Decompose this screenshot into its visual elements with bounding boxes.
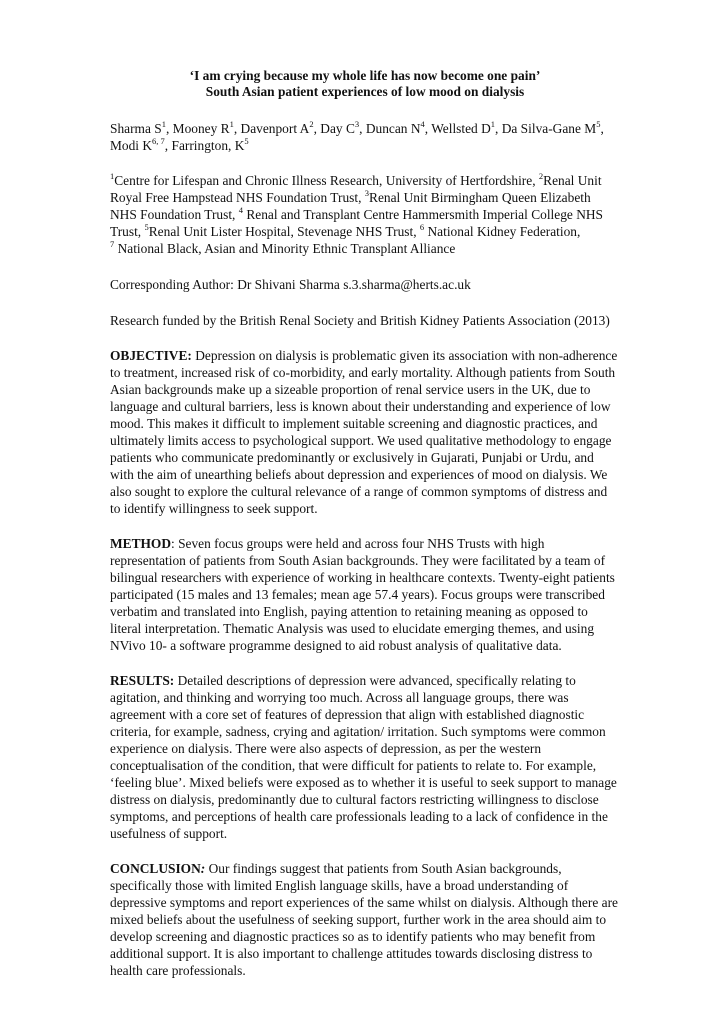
author-name: Da Silva-Gane M bbox=[501, 121, 597, 136]
method-heading: METHOD bbox=[110, 536, 172, 551]
author-separator: , bbox=[359, 121, 366, 136]
method-section bbox=[110, 535, 620, 654]
author-affiliation-mark: 1 bbox=[229, 118, 234, 129]
paper-title bbox=[110, 68, 620, 100]
author-name: Wellsted D bbox=[431, 121, 491, 136]
author-affiliation-mark: 5 bbox=[596, 118, 601, 129]
author-separator: , bbox=[424, 121, 432, 136]
author-name: Mooney R bbox=[172, 121, 230, 136]
objective-section bbox=[110, 347, 620, 517]
affiliation-text: Centre for Lifespan and Chronic Illness Research, University of Hertfordshire, bbox=[114, 173, 539, 188]
author-list bbox=[110, 120, 620, 154]
author bbox=[501, 118, 604, 136]
corresponding-author: Corresponding Author: Dr Shivani Sharma s.3.sharma@herts.ac.uk bbox=[110, 277, 471, 292]
affiliation-mark: 4 bbox=[238, 204, 243, 215]
affiliation-mark: 1 bbox=[110, 170, 115, 181]
author-affiliation-mark: 2 bbox=[309, 118, 314, 129]
author-separator: , bbox=[600, 121, 604, 136]
author bbox=[240, 118, 321, 136]
author bbox=[320, 118, 366, 136]
affiliation-text: Renal Unit Birmingham Queen Elizabeth NHS Foundation Trust, bbox=[110, 190, 591, 222]
author-affiliation-mark: 1 bbox=[161, 118, 166, 129]
affiliation-text: National Kidney Federation, bbox=[424, 224, 581, 239]
author bbox=[431, 118, 502, 136]
title-line-1: ‘I am crying because my whole life has now become one pain’ bbox=[189, 68, 541, 83]
author-name: Duncan N bbox=[365, 121, 421, 136]
affiliation-mark: 7 bbox=[110, 238, 115, 249]
results-heading: RESULTS: bbox=[110, 673, 175, 688]
author bbox=[365, 118, 432, 136]
author-separator: , bbox=[233, 121, 241, 136]
author-separator: , bbox=[164, 138, 172, 153]
funding-statement: Research funded by the British Renal Society and British Kidney Patients Association (2013) bbox=[110, 313, 610, 328]
affiliation-text: National Black, Asian and Minority Ethnic Transplant Alliance bbox=[114, 241, 456, 256]
author-name: Sharma S bbox=[110, 121, 162, 136]
author-name: Davenport A bbox=[240, 121, 310, 136]
objective-heading: OBJECTIVE: bbox=[110, 348, 192, 363]
author bbox=[171, 135, 249, 153]
results-section bbox=[110, 672, 620, 842]
author-separator: , bbox=[495, 121, 502, 136]
conclusion-text: Our findings suggest that patients from South Asian backgrounds, specifically those with limited English language skills, have a broad understanding of depressive symptoms and report experiences of the same whilst on dialysis. Although there are mixed beliefs about the usefulness of seeking support, further work in the area should aim to develop screening and diagnostic practices so as to identify patients who may benefit from additional support. It is also important to challenge attitudes towards disclosing distress to health care professionals. bbox=[110, 861, 618, 978]
conclusion-section bbox=[110, 860, 620, 979]
author-name: Day C bbox=[320, 121, 355, 136]
author bbox=[172, 118, 241, 136]
objective-text: Depression on dialysis is problematic given its association with non-adherence to treatment, increased risk of co-morbidity, and early mortality. Although patients from South Asian backgrounds make up a sizeable proportion of renal service users in the UK, due to language and cultural barriers, less is known about their understanding and experience of low mood. This makes it difficult to implement suitable screening and diagnostic practices, and ultimately limits access to psychological support. We used qualitative methodology to engage patients who communicate predominantly or exclusively in Gujarati, Punjabi or Urdu, and with the aim of unearthing beliefs about depression and experiences of mood on dialysis. We also sought to explore the cultural relevance of a range of common symptoms of distress and to identify willingness to seek support. bbox=[110, 348, 618, 516]
affiliation-text: Renal and Transplant Centre Hammersmith Imperial College NHS Trust, bbox=[110, 207, 603, 239]
author-affiliation-mark: 1 bbox=[490, 118, 496, 129]
author-name: Farrington, K bbox=[171, 138, 245, 153]
author-separator: , bbox=[165, 121, 173, 136]
affiliation-mark: 6 bbox=[419, 221, 425, 232]
affiliation-mark: 2 bbox=[538, 170, 544, 181]
conclusion-heading: CONCLUSION bbox=[110, 861, 201, 876]
author bbox=[110, 135, 172, 153]
author-affiliation-mark: 6, 7 bbox=[152, 135, 165, 146]
affiliation-mark: 5 bbox=[144, 221, 149, 232]
abstract-page bbox=[110, 68, 620, 979]
author-affiliation-mark: 4 bbox=[420, 118, 425, 129]
affiliation-text: Renal Unit Royal Free Hampstead NHS Foundation Trust, bbox=[110, 173, 602, 205]
author-affiliation-mark: 5 bbox=[244, 135, 249, 146]
author-affiliation-mark: 3 bbox=[354, 118, 360, 129]
author bbox=[110, 118, 173, 136]
affiliation-list bbox=[110, 172, 620, 257]
author-name: Modi K bbox=[110, 138, 153, 153]
method-text: : Seven focus groups were held and across four NHS Trusts with high representation of patients from South Asian backgrounds. They were facilitated by a team of bilingual researchers with experience of working in healthcare contexts. Twenty-eight patients participated (15 males and 13 females; mean age 57.4 years). Focus groups were transcribed verbatim and translated into English, paying attention to retaining meaning as opposed to literal interpretation. Thematic Analysis was used to elucidate emerging themes, and using NVivo 10- a software programme designed to aid robust analysis of qualitative data. bbox=[110, 536, 615, 653]
title-line-2: South Asian patient experiences of low mood on dialysis bbox=[205, 84, 525, 99]
affiliation-mark: 3 bbox=[364, 187, 370, 198]
author-separator: , bbox=[313, 121, 321, 136]
affiliation-text: Renal Unit Lister Hospital, Stevenage NHS Trust, bbox=[148, 224, 420, 239]
conclusion-colon: : bbox=[200, 861, 206, 876]
results-text: Detailed descriptions of depression were advanced, specifically relating to agitation, and thinking and worrying too much. Across all language groups, there was agreement with a core set of features of depression that align with established diagnostic criteria, for example, sadness, crying and agitation/ irritation. Such symptoms were common experience on dialysis. There were also aspects of depression, as per the western conceptualisation of the condition, that were difficult for patients to relate to. For example, ‘feeling blue’. Mixed beliefs were exposed as to whether it is useful to seek support to manage distress on dialysis, predominantly due to cultural factors restricting willingness to disclose symptoms, and perceptions of health care professionals leading to a lack of confidence in the usefulness of support. bbox=[110, 673, 617, 841]
